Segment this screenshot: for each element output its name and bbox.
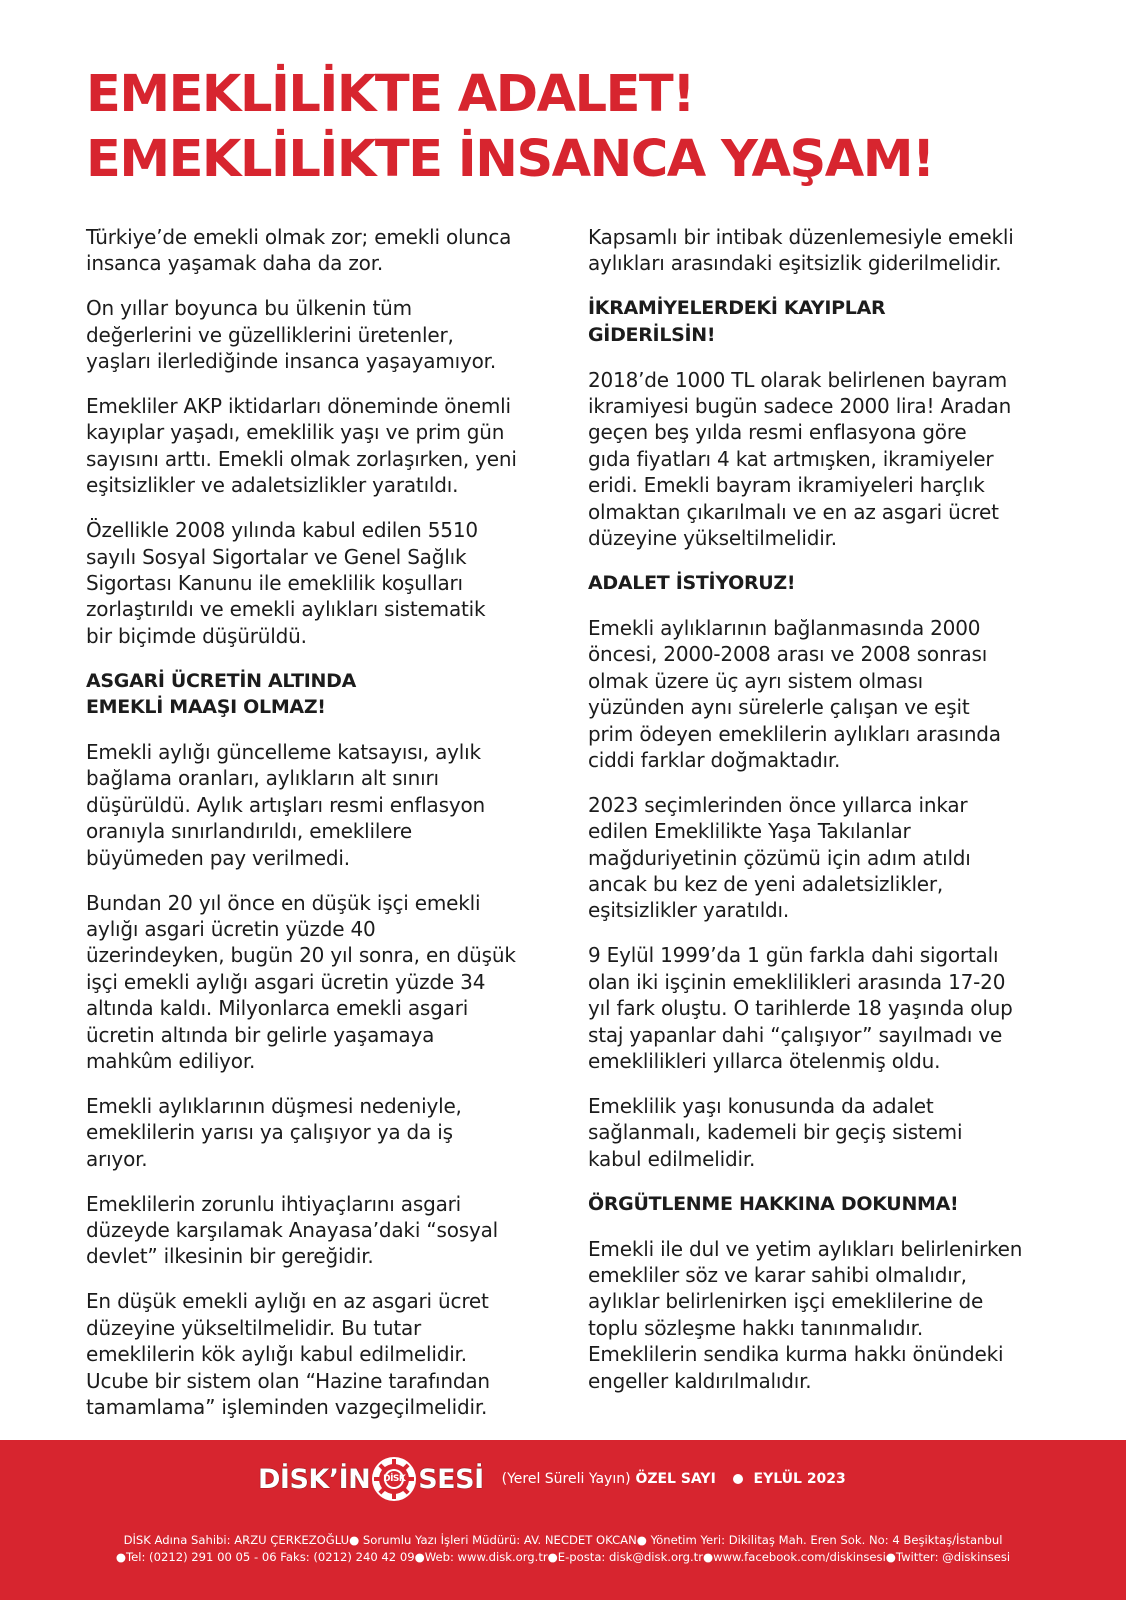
headline-line-2: EMEKLİLİKTE İNSANCA YAŞAM! bbox=[86, 130, 934, 189]
right-column bbox=[588, 224, 1058, 1412]
page-headline bbox=[86, 62, 1076, 192]
paragraph: En düşük emekli aylığı en az asgari ücret düzeyine yükseltilmelidir. Bu tutar emeklilerin kök aylığı kabul edilmelidir. Ucube bir sistem olan “Hazine tarafından tamamlama” işleminden vazgeçilmelidir. bbox=[86, 1289, 490, 1419]
paragraph: Emekli aylıklarının bağlanmasında 2000 öncesi, 2000-2008 arası ve 2008 sonrası olmak üzere üç ayrı sistem olması yüzünden aynı sürelerle çalışan ve eşit prim ödeyen emeklilerin aylıkları arasında ciddi farklar doğmaktadır. bbox=[588, 615, 1001, 772]
section-heading: ASGARİ ÜCRETİN ALTINDA EMEKLİ MAAŞI OLMAZ! bbox=[86, 669, 357, 719]
paragraph: Emeklilik yaşı konusunda da adalet sağlanmalı, kademeli bir geçiş sistemi kabul edilmelidir. bbox=[588, 1093, 963, 1171]
imprint-line-1: DİSK Adına Sahibi: ARZU ÇERKEZOĞLU● Sorumlu Yazı İşleri Müdürü: AV. NECDET OKCAN● Yönetim Yeri: Dikilitaş Mah. Eren Sok. No: 4 Beşiktaş/İstanbul bbox=[123, 1533, 1003, 1547]
paragraph: Kapsamlı bir intibak düzenlemesiyle emekli aylıkları arasındaki eşitsizlik giderilmelidir. bbox=[588, 225, 1014, 276]
bullet-icon bbox=[733, 1474, 743, 1484]
section-heading: ADALET İSTİYORUZ! bbox=[588, 571, 796, 594]
paragraph: Emekli ile dul ve yetim aylıkları belirlenirken emekliler söz ve karar sahibi olmalıdır, aylıklar belirlenirken işçi emeklilerine de toplu sözleşme hakkı tanınmalıdır. Emeklilerin sendika kurma hakkı önündeki engeller kaldırılmalıdır. bbox=[588, 1236, 1023, 1393]
paragraph: Emeklilerin zorunlu ihtiyaçlarını asgari düzeyde karşılamak Anayasa’daki “sosyal devlet” ilkesinin bir gereğidir. bbox=[86, 1191, 499, 1269]
section-heading: İKRAMİYELERDEKİ KAYIPLAR GİDERİLSİN! bbox=[588, 297, 886, 346]
logo-word-left: DİSK’İN bbox=[258, 1463, 371, 1495]
masthead-row bbox=[258, 1456, 846, 1502]
diskin-sesi-logo bbox=[258, 1456, 484, 1502]
imprint-line-2: ●Tel: (0212) 291 00 05 - 06 Faks: (0212) 240 42 09●Web: www.disk.org.tr●E-posta: disk@disk.org.tr●www.facebook.com/diskinsesi●Twitter: @diskinsesi bbox=[115, 1550, 1011, 1564]
paragraph: Emekli aylığı güncelleme katsayısı, aylık bağlama oranları, aylıkların alt sınırı düşürüldü. Aylık artışları resmi enflasyon oranıyla sınırlandırıldı, emeklilere büyümeden pay verilmedi. bbox=[86, 740, 485, 870]
paragraph: Türkiye’de emekli olmak zor; emekli olunca insanca yaşamak daha da zor. bbox=[86, 225, 512, 276]
paragraph: On yıllar boyunca bu ülkenin tüm değerlerini ve güzelliklerini üretenler, yaşları ilerlediğinde insanca yaşayamıyor. bbox=[86, 296, 497, 374]
paragraph: 2018’de 1000 TL olarak belirlenen bayram ikramiyesi bugün sadece 2000 lira! Aradan geçen beş yılda resmi enflasyona göre gıda fiyatları 4 kat artmışken, ikramiyeler eridi. Emekli bayram ikramiyeleri harçlık olmaktan çıkarılmalı ve en az asgari ücret düzeyine yükseltilmelidir. bbox=[588, 367, 1012, 551]
footer-band bbox=[0, 1440, 1126, 1600]
paragraph: Özellikle 2008 yılında kabul edilen 5510 sayılı Sosyal Sigortalar ve Genel Sağlık Sigortası Kanunu ile emeklilik koşulları zorlaştırıldı ve emekli aylıkları sistematik bir biçimde düşürüldü. bbox=[86, 518, 486, 648]
paragraph: Bundan 20 yıl önce en düşük işçi emekli aylığı asgari ücretin yüzde 40 üzerindeyken, bugün 20 yıl sonra, en düşük işçi emekli aylığı asgari ücretin yüzde 34 altında kaldı. Milyonlarca emekli asgari ücretin altında bir gelirle yaşamaya mahkûm ediliyor. bbox=[86, 890, 516, 1073]
issue-label: ÖZEL SAYI bbox=[635, 1471, 716, 1487]
paragraph: Emekli aylıklarının düşmesi nedeniyle, emeklilerin yarısı ya çalışıyor ya da iş arıyor. bbox=[86, 1093, 462, 1171]
issue-date: EYLÜL 2023 bbox=[753, 1471, 846, 1487]
publication-type: (Yerel Süreli Yayın) bbox=[501, 1471, 631, 1487]
left-column bbox=[86, 224, 556, 1439]
section-heading: ÖRGÜTLENME HAKKINA DOKUNMA! bbox=[588, 1192, 959, 1215]
issue-meta bbox=[502, 1471, 846, 1487]
paragraph: 2023 seçimlerinden önce yıllarca inkar edilen Emeklilikte Yaşa Takılanlar mağduriyetinin çözümü için adım atıldı ancak bu kez de yeni adaletsizlikler, eşitsizlikler yaratıldı. bbox=[588, 792, 971, 923]
paragraph: Emekliler AKP iktidarları döneminde önemli kayıplar yaşadı, emeklilik yaşı ve prim gün sayısını arttı. Emekli olmak zorlaşırken, yeni eşitsizlikler ve adaletsizlikler yaratıldı. bbox=[86, 394, 517, 498]
headline-line-1: EMEKLİLİKTE ADALET! bbox=[86, 65, 694, 124]
logo-center-text: DİSK bbox=[383, 1474, 406, 1484]
paragraph: 9 Eylül 1999’da 1 gün farkla dahi sigortalı olan iki işçinin emeklilikleri arasında 17-20 yıl fark oluştu. O tarihlerde 18 yaşında olup staj yapanlar dahi “çalışıyor” sayılmadı ve emeklilikleri yıllarca ötelenmiş oldu. bbox=[588, 943, 1013, 1073]
logo-word-right: SESİ bbox=[418, 1463, 484, 1495]
gear-icon bbox=[372, 1457, 416, 1501]
